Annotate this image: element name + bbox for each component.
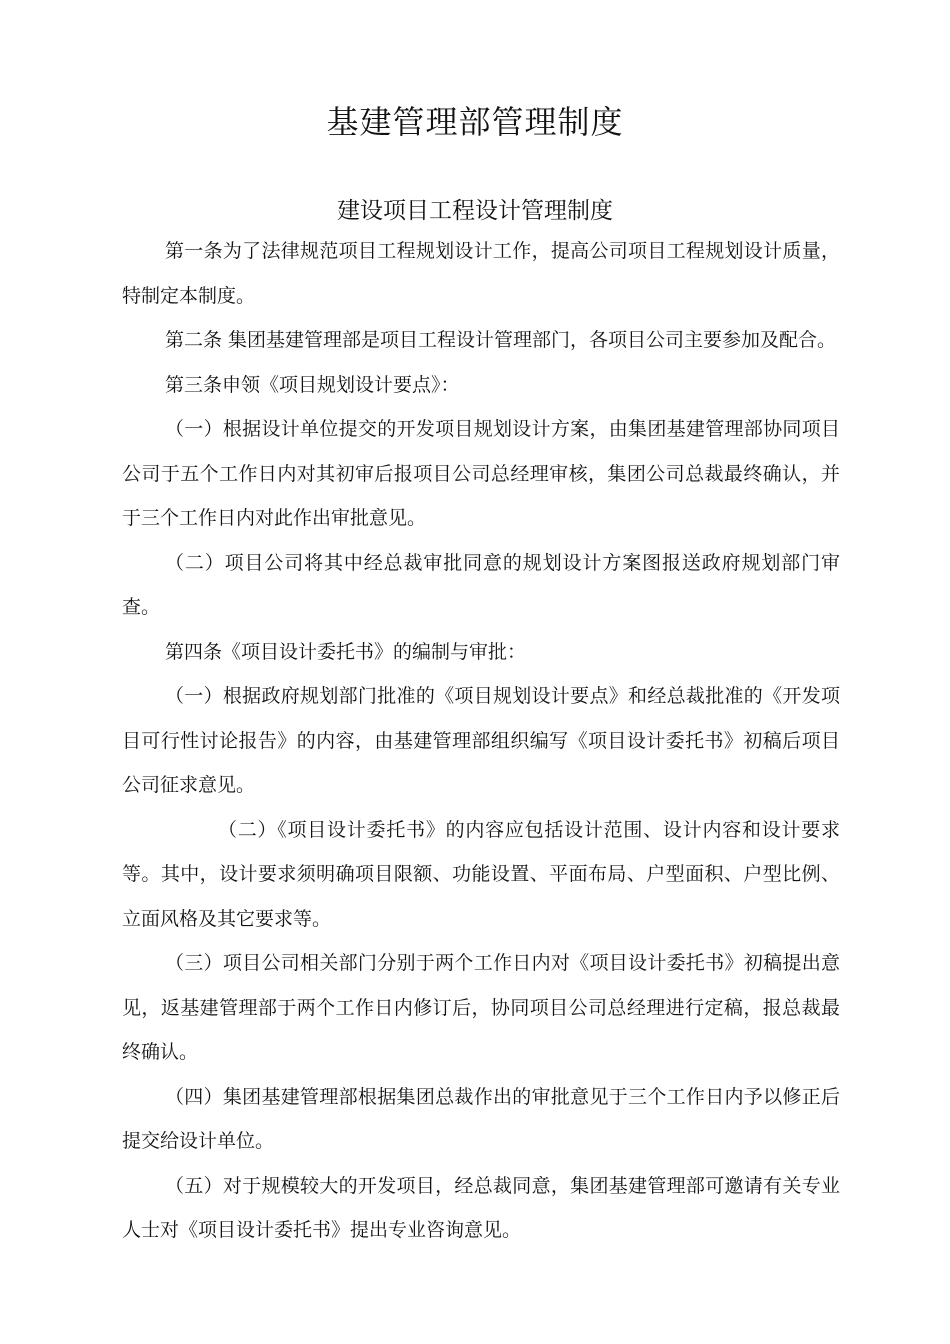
section-title: 建设项目工程设计管理制度: [337, 198, 613, 224]
paragraph-article-4-item-2: （二）《项目设计委托书》的内容应包括设计范围、设计内容和设计要求等。其中，设计要求须明确项目限额、功能设置、平面布局、户型面积、户型比例、立面风格及其它要求等。: [122, 818, 840, 930]
paragraph-article-4-item-1: （一）根据政府规划部门批准的《项目规划设计要点》和经总裁批准的《开发项目可行性讨论报告》的内容，由基建管理部组织编写《项目设计委托书》初稿后项目公司征求意见。: [122, 685, 840, 796]
paragraph-article-3-item-2: （二）项目公司将其中经总裁审批同意的规划设计方案图报送政府规划部门审查。: [122, 551, 840, 618]
document-body: [122, 229, 840, 1253]
paragraph-article-4-item-4: （四）集团基建管理部根据集团总裁作出的审批意见于三个工作日内予以修正后提交给设计单位。: [122, 1085, 840, 1152]
paragraph-article-3: 第三条申领《项目规划设计要点》：: [165, 373, 460, 396]
paragraph-article-4: 第四条《项目设计委托书》的编制与审批：: [165, 640, 527, 663]
paragraph-article-4-item-3: （三）项目公司相关部门分别于两个工作日内对《项目设计委托书》初稿提出意见，返基建管理部于两个工作日内修订后，协同项目公司总经理进行定稿，报总裁最终确认。: [122, 952, 840, 1063]
paragraph-article-4-item-5: （五）对于规模较大的开发项目，经总裁同意，集团基建管理部可邀请有关专业人士对《项目设计委托书》提出专业咨询意见。: [122, 1174, 840, 1241]
paragraph-article-2: 第二条 集团基建管理部是项目工程设计管理部门，各项目公司主要参加及配合。: [165, 329, 837, 351]
paragraph-article-1: 第一条为了法律规范项目工程规划设计工作，提高公司项目工程规划设计质量，特制定本制度。: [122, 240, 840, 307]
paragraph-article-3-item-1: （一）根据设计单位提交的开发项目规划设计方案，由集团基建管理部协同项目公司于五个工作日内对其初审后报项目公司总经理审核，集团公司总裁最终确认，并于三个工作日内对此作出审批意见。: [122, 418, 840, 529]
document-title: 基建管理部管理制度: [326, 103, 624, 141]
